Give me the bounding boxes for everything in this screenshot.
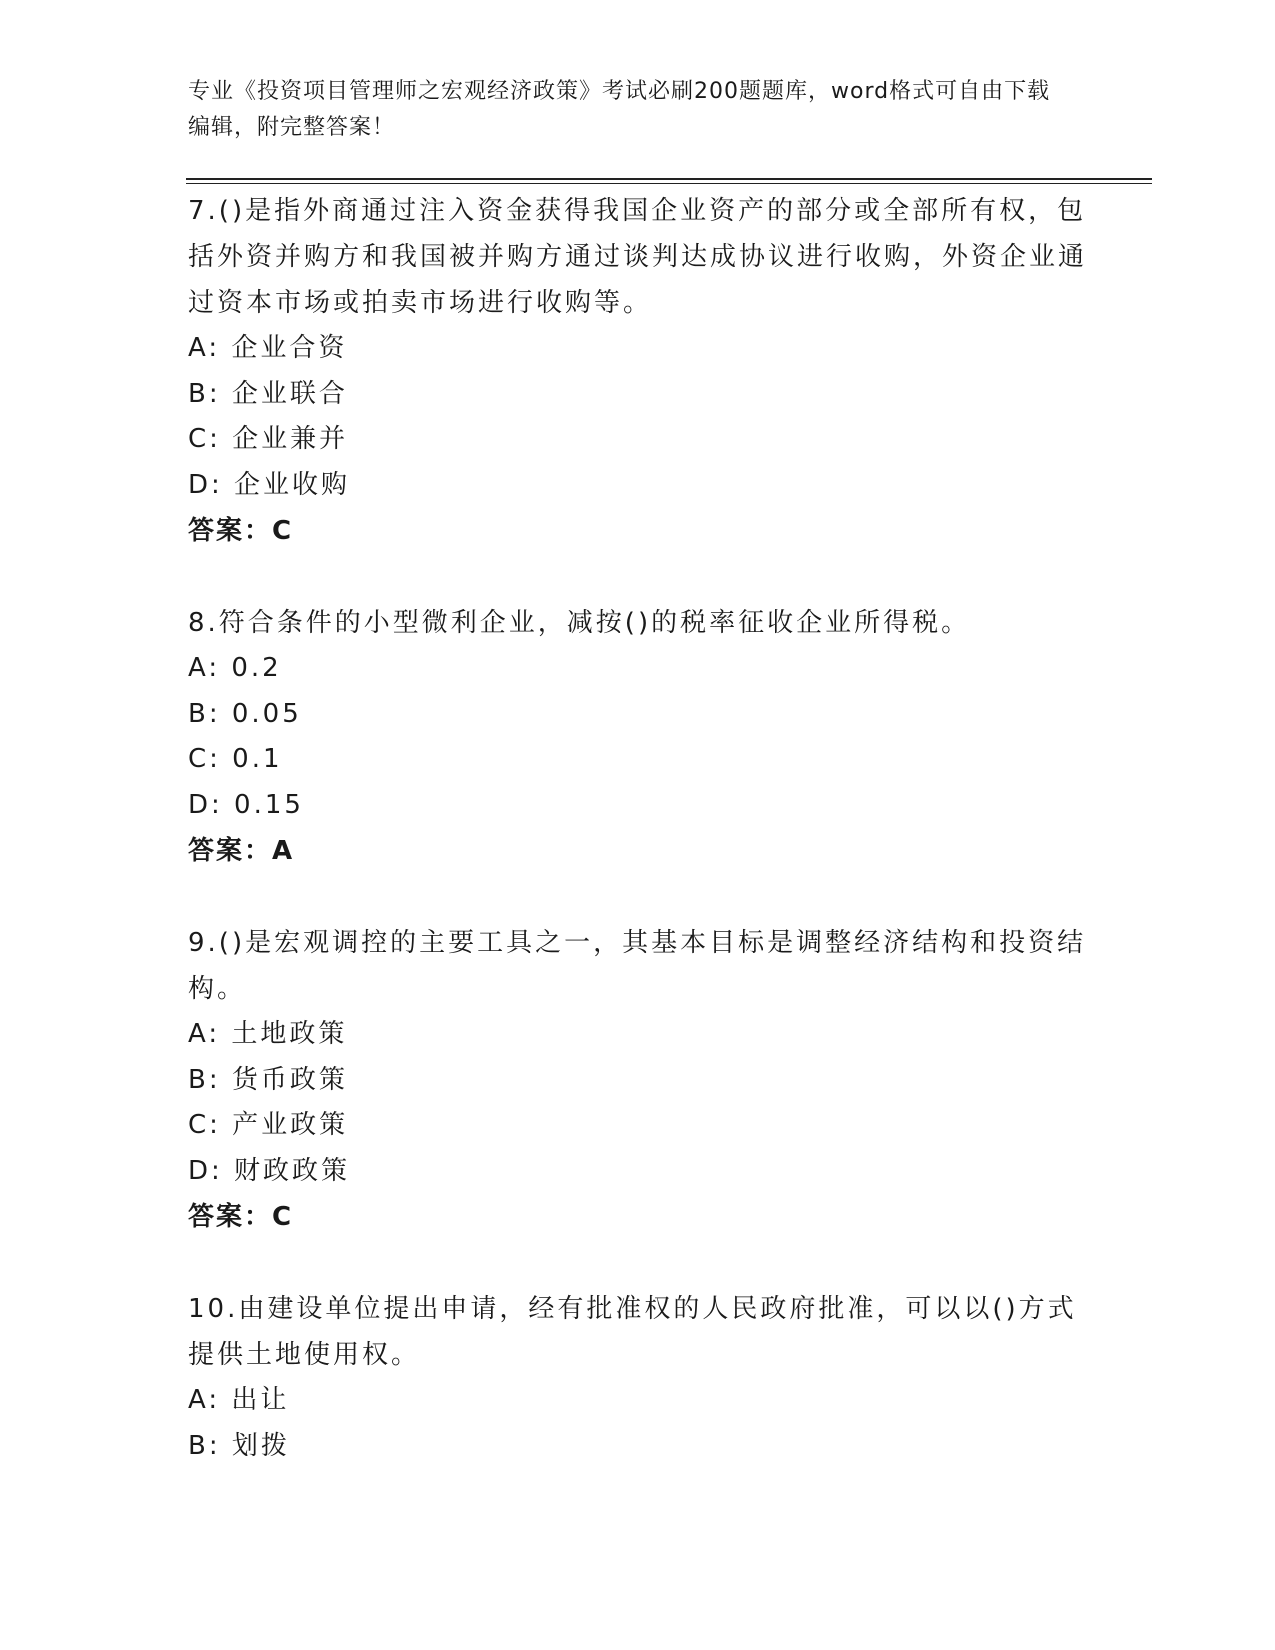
- option-a: A: 土地政策: [188, 1019, 348, 1049]
- option-b: B: 企业联合: [188, 378, 348, 409]
- option-b: B: 0.05: [188, 698, 302, 729]
- answer-value: C: [272, 516, 292, 546]
- document-header: 专业《投资项目管理师之宏观经济政策》考试必刷200题题库，word格式可自由下载编辑，附完整答案！: [188, 79, 1051, 140]
- option-c: C: 企业兼并: [188, 424, 349, 454]
- question-text: 7.()是指外商通过注入资金获得我国企业资产的部分或全部所有权，包括外资并购方和我国被并购方通过谈判达成协议进行收购，外资企业通过资本市场或拍卖市场进行收购等。: [188, 196, 1088, 318]
- option-d: D: 企业收购: [188, 469, 351, 500]
- answer-line: [188, 1194, 1088, 1240]
- question-text: 10.由建设单位提出申请，经有批准权的人民政府批准，可以以()方式提供土地使用权。: [188, 1294, 1077, 1370]
- answer-label: 答案：: [188, 836, 273, 866]
- option-c: C: 0.1: [188, 744, 283, 774]
- option-d: D: 0.15: [188, 789, 304, 820]
- question-7: [188, 188, 1088, 554]
- question-list: [188, 188, 1088, 1469]
- question-text: 9.()是宏观调控的主要工具之一，其基本目标是调整经济结构和投资结构。: [188, 928, 1087, 1004]
- header-divider-thin: [186, 183, 1152, 184]
- question-9: [188, 920, 1088, 1240]
- question-10: [188, 1286, 1088, 1469]
- option-c: C: 产业政策: [188, 1110, 349, 1140]
- spacer: [188, 554, 1088, 600]
- option-a: A: 出让: [188, 1385, 290, 1415]
- option-b: B: 货币政策: [188, 1064, 348, 1095]
- spacer: [188, 874, 1088, 920]
- answer-label: 答案：: [188, 1202, 273, 1232]
- spacer: [188, 1240, 1088, 1286]
- answer-value: A: [272, 836, 293, 866]
- answer-line: [188, 508, 1088, 554]
- answer-line: [188, 828, 1088, 874]
- answer-label: 答案：: [188, 516, 273, 546]
- question-text: 8.符合条件的小型微利企业，减按()的税率征收企业所得税。: [188, 608, 971, 638]
- option-b: B: 划拨: [188, 1430, 290, 1461]
- answer-value: C: [272, 1202, 292, 1232]
- option-a: A: 0.2: [188, 653, 282, 683]
- option-d: D: 财政政策: [188, 1155, 351, 1186]
- option-a: A: 企业合资: [188, 333, 348, 363]
- header-divider-thick: [186, 178, 1152, 180]
- question-8: [188, 600, 1088, 874]
